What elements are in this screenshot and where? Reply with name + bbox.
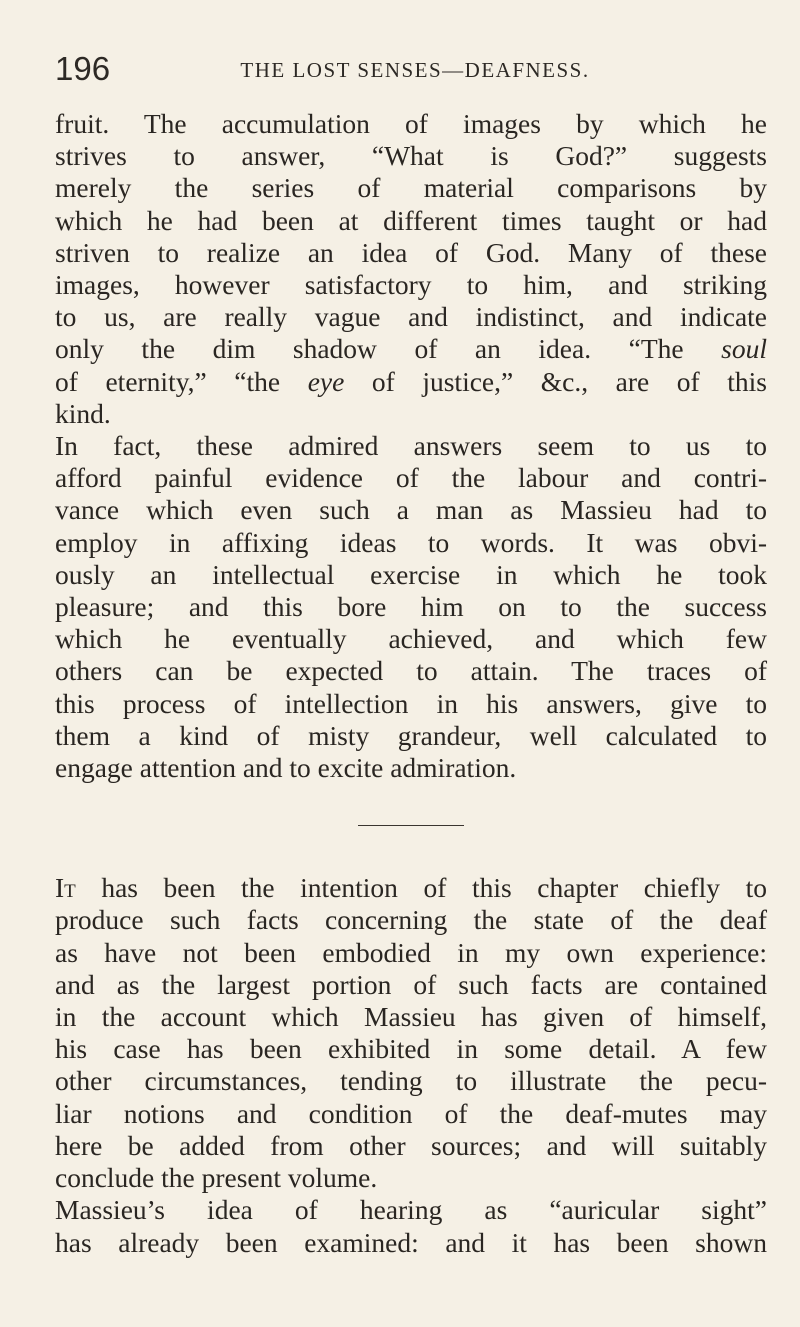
- text-line: Massieu’s idea of hearing as “auricular sight”: [55, 1194, 767, 1226]
- text-line: here be added from other sources; and will suitably: [55, 1129, 767, 1161]
- text-line: them a kind of misty grandeur, well calculated to: [55, 719, 767, 751]
- text-line: striven to realize an idea of God. Many of these: [55, 236, 767, 268]
- text-line: which he had been at different times taught or had: [55, 204, 767, 236]
- page-body: [55, 108, 767, 1259]
- text-line: has already been examined: and it has been shown: [55, 1226, 767, 1258]
- text-line: only the dim shadow of an idea. “The soul: [55, 333, 767, 365]
- text-line: conclude the present volume.: [55, 1162, 378, 1194]
- text-line-first: [55, 872, 767, 904]
- text-line: employ in affixing ideas to words. It was obvi-: [55, 526, 767, 558]
- text-line: In fact, these admired answers seem to us to: [55, 430, 767, 462]
- text-line: his case has been exhibited in some detail. A few: [55, 1033, 767, 1065]
- text-line: of eternity,” “the eye of justice,” &c., are of this: [55, 365, 767, 397]
- italic-word: soul: [721, 333, 767, 365]
- text-line: kind.: [55, 397, 111, 429]
- page-number: 196: [55, 50, 111, 87]
- text-line: strives to answer, “What is God?” suggests: [55, 140, 767, 172]
- text-line-rest: has been the intention of this chapter chiefly to: [101, 872, 768, 904]
- text-line: to us, are really vague and indistinct, and indicate: [55, 301, 767, 333]
- text-line: in the account which Massieu has given of himself,: [55, 1001, 767, 1033]
- italic-word: eye: [307, 365, 345, 397]
- text-line: merely the series of material comparisons by: [55, 172, 767, 204]
- text-line: and as the largest portion of such facts are contained: [55, 968, 767, 1000]
- paragraph-4: [55, 1194, 767, 1258]
- text-line: liar notions and condition of the deaf-mutes may: [55, 1097, 767, 1129]
- paragraph-2: [55, 430, 767, 784]
- text-line: engage attention and to excite admiration.: [55, 752, 517, 784]
- text-line: others can be expected to attain. The traces of: [55, 655, 767, 687]
- text-line: images, however satisfactory to him, and striking: [55, 269, 767, 301]
- paragraph-1: [55, 108, 767, 430]
- text-line: afford painful evidence of the labour and contri-: [55, 462, 767, 494]
- running-title: THE LOST SENSES—DEAFNESS.: [240, 58, 590, 82]
- page-header: [55, 44, 775, 94]
- paragraph-3: [55, 872, 767, 1194]
- text-line: pleasure; and this bore him on to the success: [55, 591, 767, 623]
- text-line: which he eventually achieved, and which few: [55, 623, 767, 655]
- text-line: other circumstances, tending to illustrate the pecu-: [55, 1065, 767, 1097]
- text-line: vance which even such a man as Massieu had to: [55, 494, 767, 526]
- text-line: ously an intellectual exercise in which he took: [55, 558, 767, 590]
- text-line: this process of intellection in his answers, give to: [55, 687, 767, 719]
- text-line: as have not been embodied in my own experience:: [55, 936, 767, 968]
- text-line: fruit. The accumulation of images by which he: [55, 108, 767, 139]
- drop-word: It: [55, 872, 76, 904]
- text-line: produce such facts concerning the state of the deaf: [55, 904, 767, 936]
